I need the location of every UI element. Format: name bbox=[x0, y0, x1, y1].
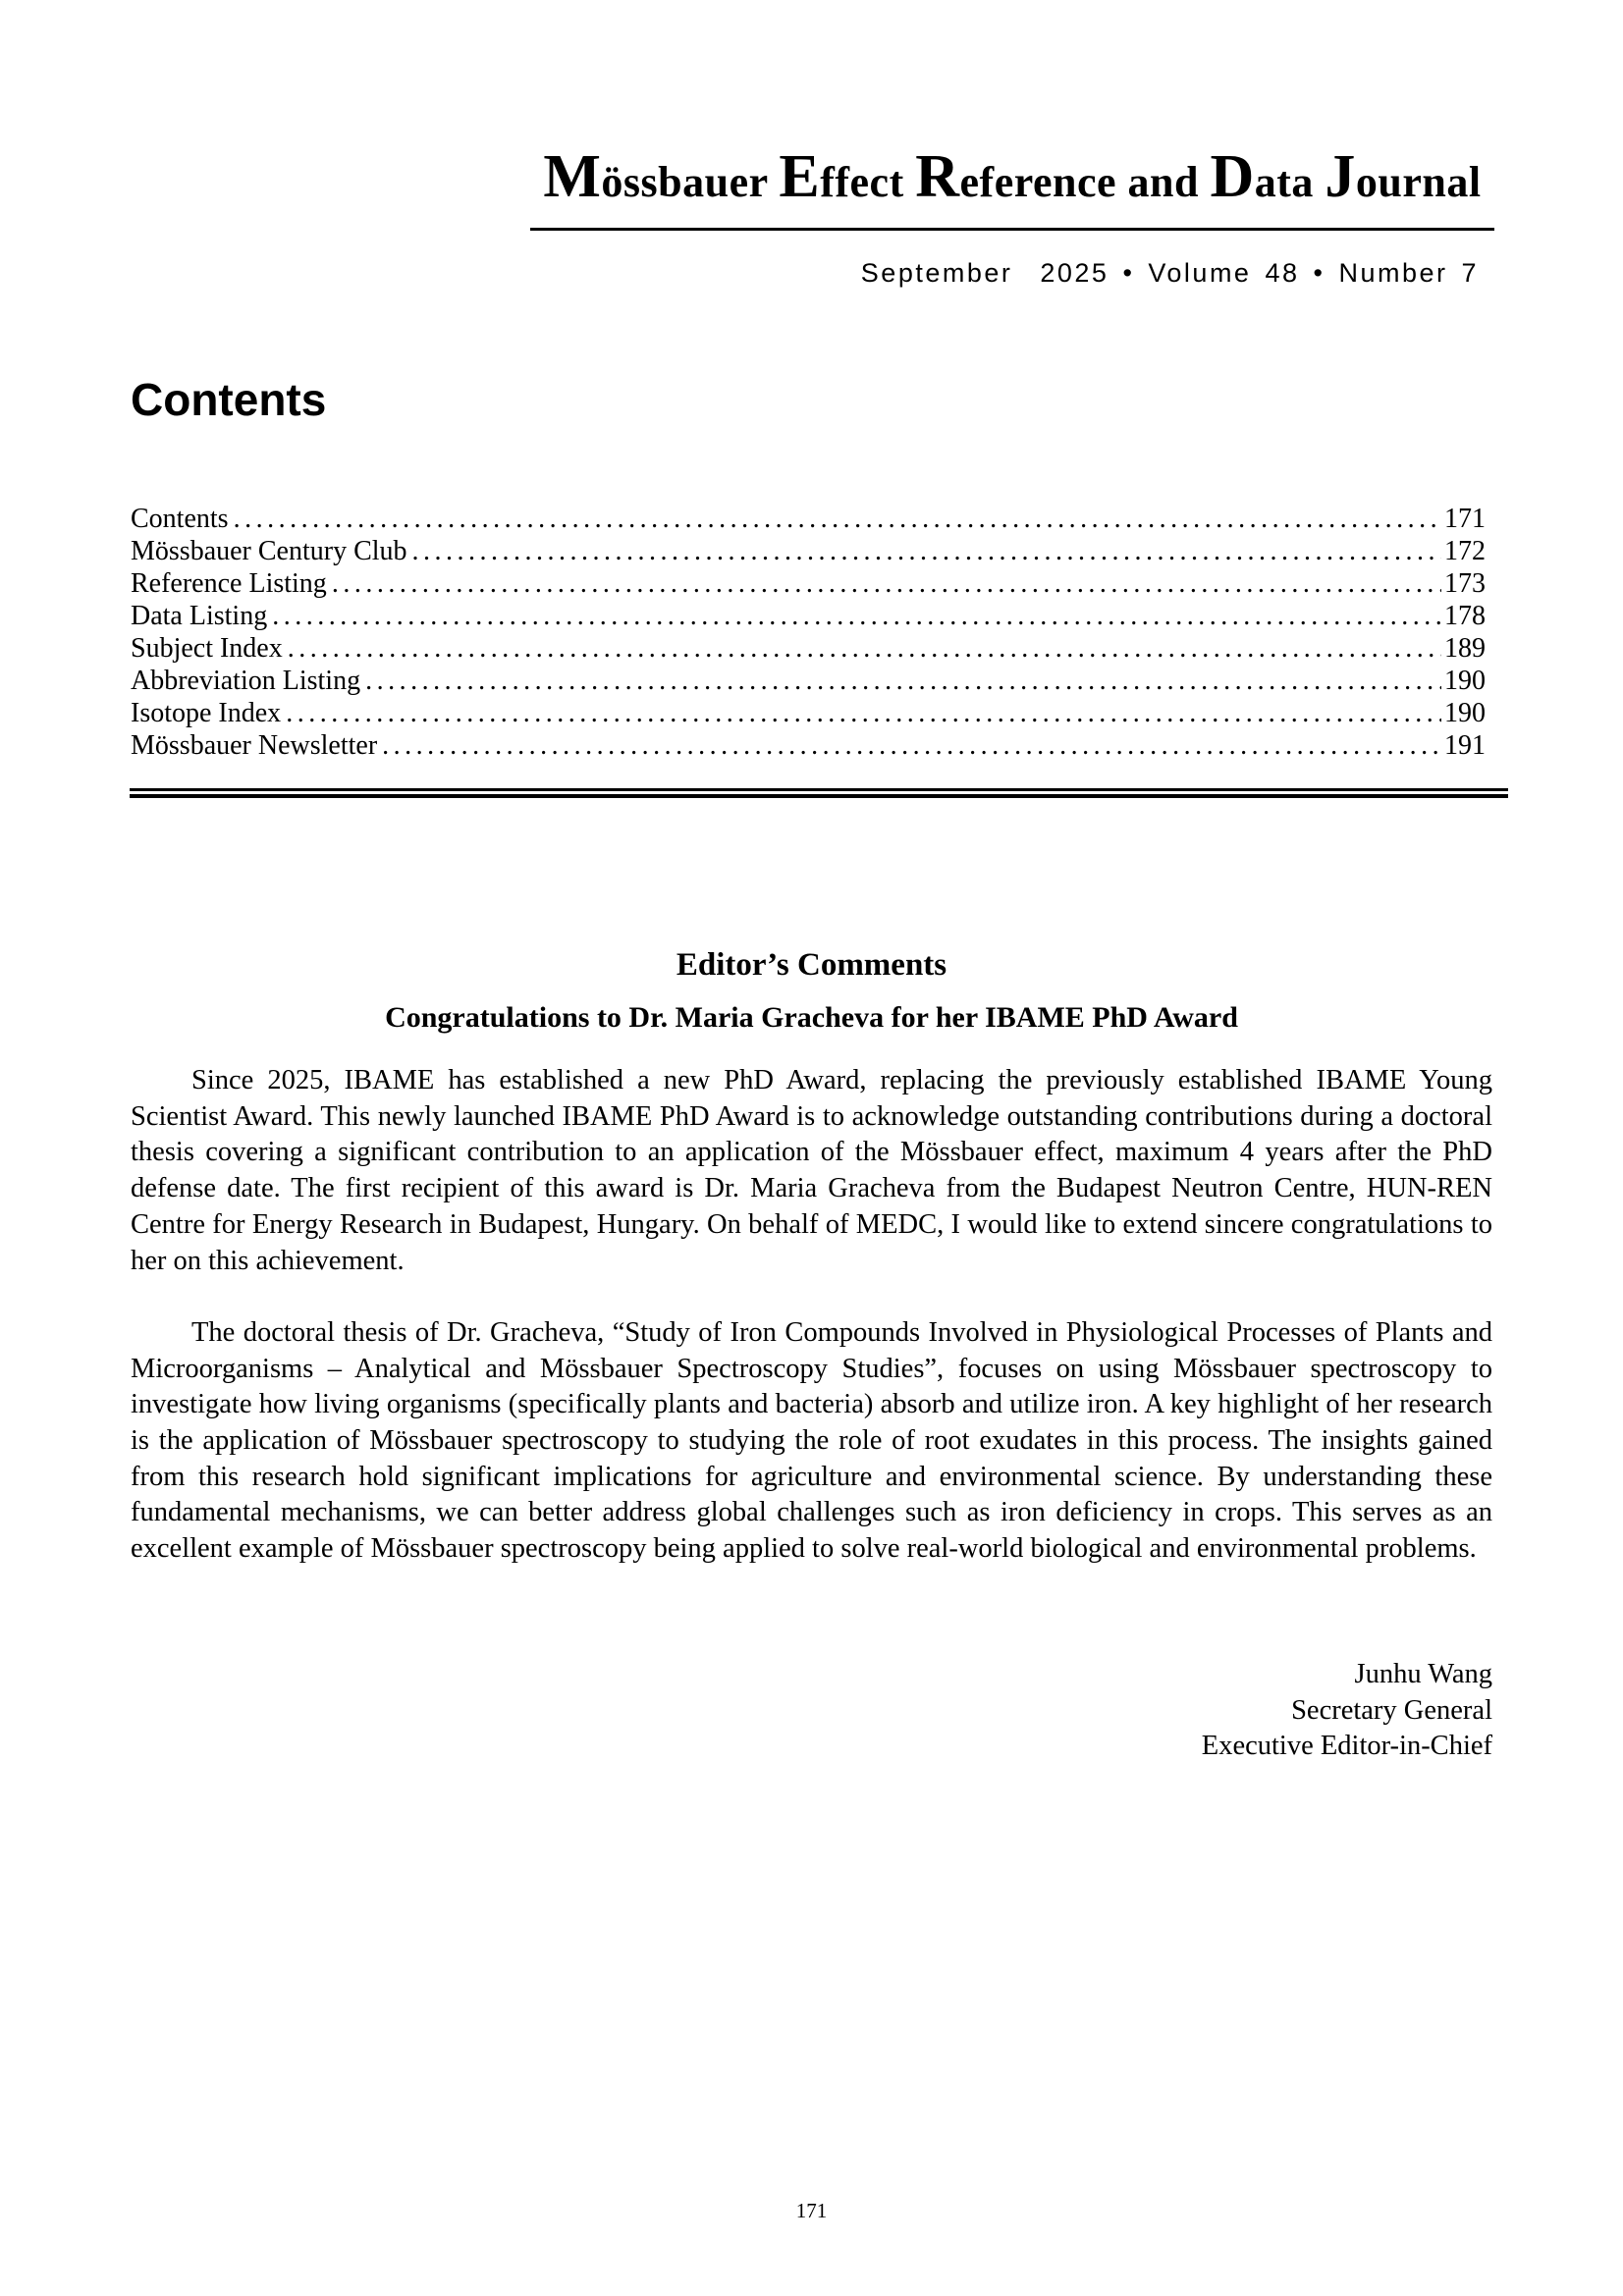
toc-row bbox=[131, 503, 1486, 535]
issue-line: September 2025 • Volume 48 • Number 7 bbox=[860, 258, 1479, 288]
toc-row bbox=[131, 665, 1486, 697]
journal-title-part: ffect bbox=[820, 158, 916, 206]
contents-heading: Contents bbox=[131, 374, 327, 425]
toc-dot-leader bbox=[288, 632, 1441, 665]
toc-entry-label: Mössbauer Century Club bbox=[131, 536, 407, 566]
journal-title-part: E bbox=[779, 143, 821, 210]
journal-title-part: M bbox=[543, 143, 602, 210]
toc-entry-label: Contents bbox=[131, 504, 229, 534]
toc-entry-page: 173 bbox=[1444, 568, 1486, 599]
signature-title: Executive Editor-in-Chief bbox=[1201, 1731, 1492, 1762]
toc-dot-leader bbox=[286, 697, 1441, 729]
toc-row bbox=[131, 535, 1486, 567]
toc-row bbox=[131, 697, 1486, 729]
toc-entry-page: 189 bbox=[1444, 633, 1486, 664]
paragraph: Since 2025, IBAME has established a new PhD Award, replacing the previously established IBAME Young Scientist Award. This newly launched IBAME PhD Award is to acknowledge outstanding contributions during a doctoral thesis covering a significant contribution to an application of the Mössbauer effect, maximum 4 years after the PhD defense date. The first recipient of this award is Dr. Maria Gracheva from the Budapest Neutron Centre, HUN-REN Centre for Energy Research in Budapest, Hungary. On behalf of MEDC, I would like to extend sincere congratulations to her on this achievement. bbox=[131, 1065, 1492, 1276]
toc-entry-page: 171 bbox=[1444, 504, 1486, 534]
toc-entry-label: Subject Index bbox=[131, 633, 283, 664]
toc-row bbox=[131, 729, 1486, 762]
masthead bbox=[530, 145, 1494, 231]
paragraph: The doctoral thesis of Dr. Gracheva, “Study of Iron Compounds Involved in Physiological Processes of Plants and Microorganisms – Analytical and Mössbauer Spectroscopy Studies”, focuses on using Mössbauer spectroscopy to investigate how living organisms (specifically plants and bacteria) absorb and utilize iron. A key highlight of her research is the application of Mössbauer spectroscopy to studying the role of root exudates in this process. The insights gained from this research hold significant implications for agriculture and environmental science. By understanding these fundamental mechanisms, we can better address global challenges such as iron deficiency in crops. This serves as an excellent example of Mössbauer spectroscopy being applied to solve real-world biological and environmental problems. bbox=[131, 1316, 1492, 1565]
signature-block bbox=[1202, 1657, 1492, 1765]
journal-title-part: össbauer bbox=[601, 158, 780, 206]
table-of-contents bbox=[131, 503, 1486, 762]
toc-entry-page: 172 bbox=[1444, 536, 1486, 566]
signature-name: Junhu Wang bbox=[1354, 1659, 1492, 1689]
signature-title: Secretary General bbox=[1291, 1694, 1492, 1726]
toc-dot-leader bbox=[332, 567, 1441, 600]
toc-entry-page: 190 bbox=[1444, 666, 1486, 696]
page-footer bbox=[0, 2199, 1623, 2223]
toc-entry-label: Abbreviation Listing bbox=[131, 666, 361, 696]
toc-dot-leader bbox=[234, 503, 1441, 535]
journal-title-part: J bbox=[1325, 143, 1356, 210]
toc-entry-label: Isotope Index bbox=[131, 698, 282, 728]
journal-title-part: ournal bbox=[1355, 158, 1482, 206]
journal-title-part: ata bbox=[1254, 158, 1325, 206]
toc-row bbox=[131, 600, 1486, 632]
toc-dot-leader bbox=[382, 729, 1441, 762]
editors-comments-heading: Editor’s Comments bbox=[676, 947, 947, 983]
toc-entry-label: Mössbauer Newsletter bbox=[131, 730, 378, 761]
journal-title-part: eference and bbox=[959, 158, 1211, 206]
editors-comments-subheading: Congratulations to Dr. Maria Gracheva for her IBAME PhD Award bbox=[385, 1001, 1238, 1034]
editors-comments-body bbox=[131, 1063, 1492, 1568]
toc-entry-page: 191 bbox=[1444, 730, 1486, 761]
journal-title-part: R bbox=[915, 143, 960, 210]
toc-row bbox=[131, 632, 1486, 665]
section-divider bbox=[130, 788, 1508, 798]
toc-dot-leader bbox=[412, 535, 1441, 567]
journal-title-part: D bbox=[1210, 143, 1255, 210]
toc-row bbox=[131, 567, 1486, 600]
toc-entry-label: Reference Listing bbox=[131, 568, 327, 599]
journal-title bbox=[530, 145, 1494, 214]
footer-page-number: 171 bbox=[795, 2199, 828, 2222]
toc-dot-leader bbox=[365, 665, 1441, 697]
toc-entry-page: 190 bbox=[1444, 698, 1486, 728]
toc-entry-label: Data Listing bbox=[131, 601, 268, 631]
masthead-rule bbox=[530, 228, 1494, 231]
toc-entry-page: 178 bbox=[1444, 601, 1486, 631]
toc-dot-leader bbox=[272, 600, 1441, 632]
